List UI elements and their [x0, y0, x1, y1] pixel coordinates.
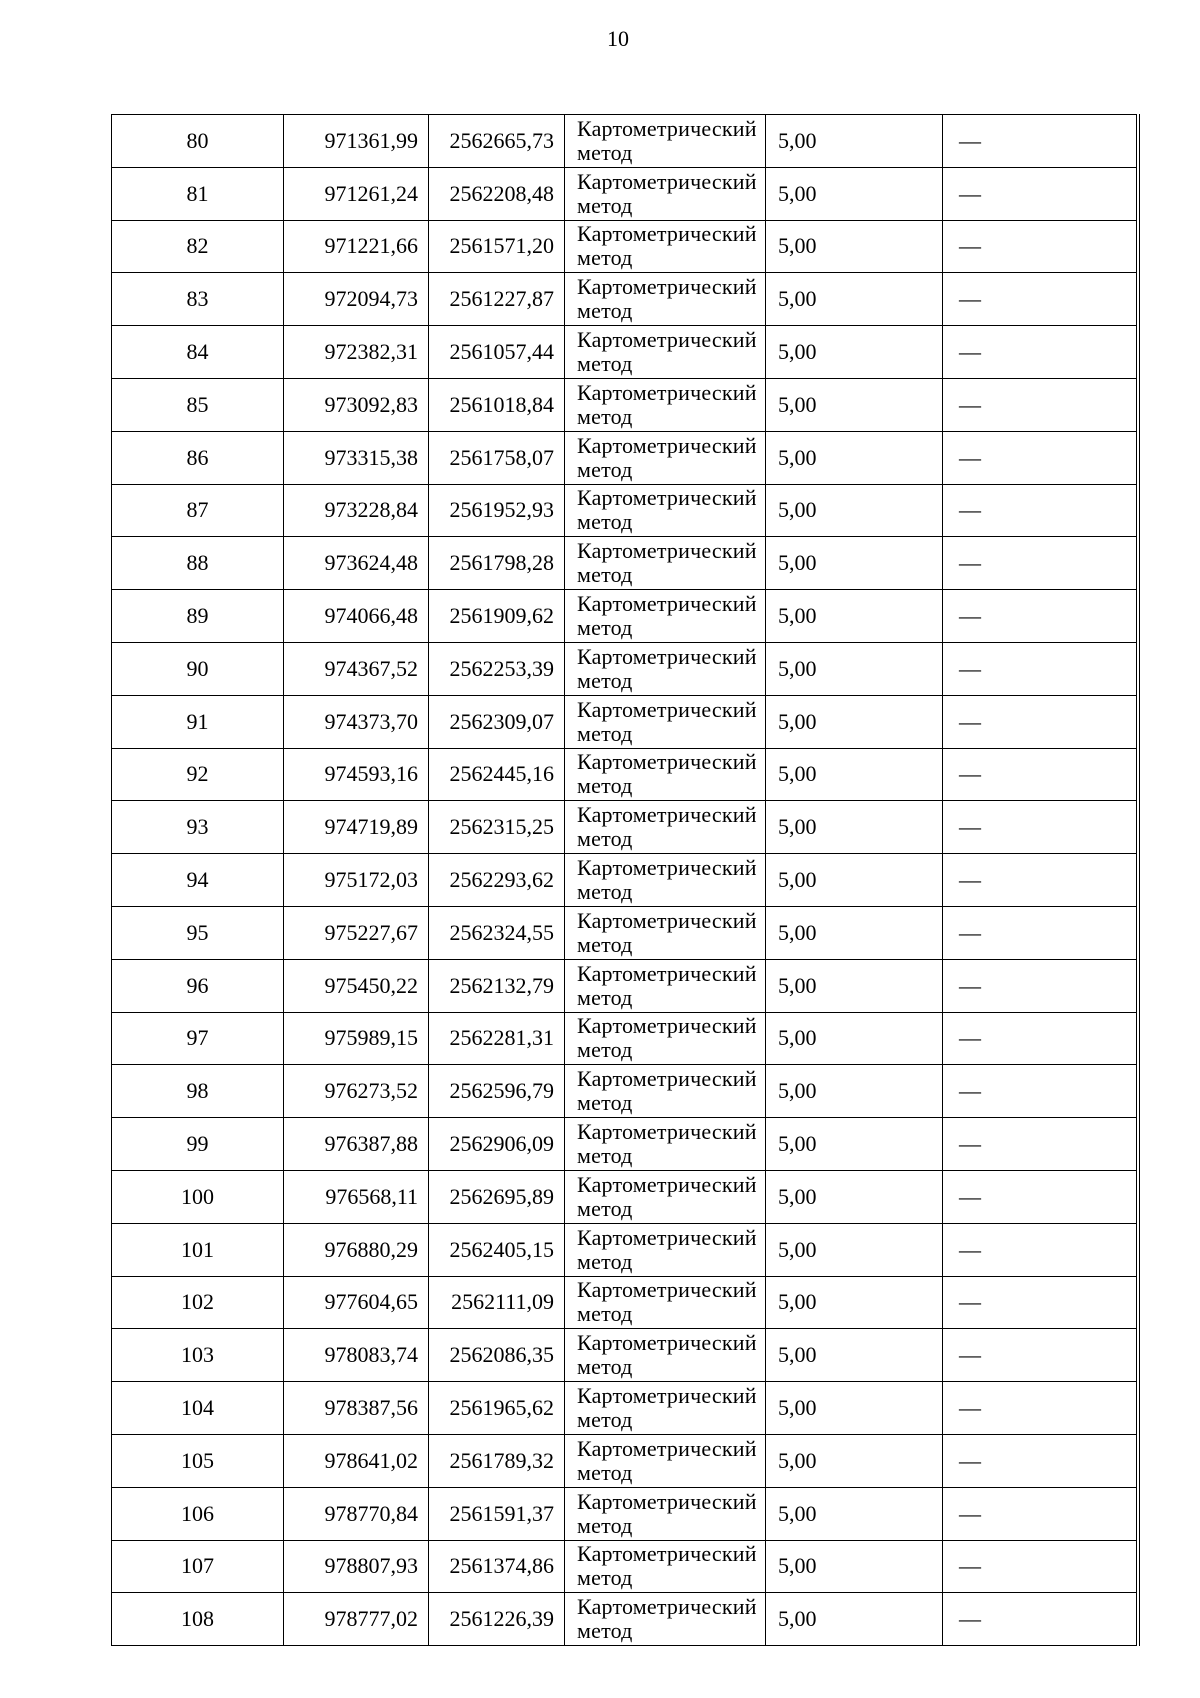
- method-cell: Картометрический метод: [565, 431, 766, 484]
- method-cell: Картометрический метод: [565, 1329, 766, 1382]
- table-row: [112, 1012, 1139, 1065]
- method-cell: Картометрический метод: [565, 1487, 766, 1540]
- y-coordinate-cell: 2561226,39: [429, 1593, 565, 1646]
- y-coordinate-cell: 2561571,20: [429, 220, 565, 273]
- accuracy-cell: 5,00: [766, 748, 943, 801]
- accuracy-cell: 5,00: [766, 1118, 943, 1171]
- description-cell: —: [943, 1434, 1139, 1487]
- y-coordinate-cell: 2561789,32: [429, 1434, 565, 1487]
- x-coordinate-cell: 971261,24: [284, 167, 429, 220]
- x-coordinate-cell: 971361,99: [284, 115, 429, 168]
- table-row: [112, 1276, 1139, 1329]
- description-cell: —: [943, 695, 1139, 748]
- description-cell: —: [943, 1118, 1139, 1171]
- point-number-cell: 106: [112, 1487, 284, 1540]
- table-row: [112, 484, 1139, 537]
- method-cell: Картометрический метод: [565, 115, 766, 168]
- point-number-cell: 99: [112, 1118, 284, 1171]
- method-cell: Картометрический метод: [565, 1540, 766, 1593]
- point-number-cell: 98: [112, 1065, 284, 1118]
- y-coordinate-cell: 2562324,55: [429, 906, 565, 959]
- point-number-cell: 83: [112, 273, 284, 326]
- description-cell: —: [943, 1012, 1139, 1065]
- table-row: [112, 1329, 1139, 1382]
- y-coordinate-cell: 2562253,39: [429, 642, 565, 695]
- accuracy-cell: 5,00: [766, 1487, 943, 1540]
- method-cell: Картометрический метод: [565, 537, 766, 590]
- table-row: [112, 326, 1139, 379]
- point-number-cell: 88: [112, 537, 284, 590]
- y-coordinate-cell: 2561374,86: [429, 1540, 565, 1593]
- y-coordinate-cell: 2562315,25: [429, 801, 565, 854]
- point-number-cell: 102: [112, 1276, 284, 1329]
- table-row: [112, 959, 1139, 1012]
- description-cell: —: [943, 431, 1139, 484]
- x-coordinate-cell: 974066,48: [284, 590, 429, 643]
- table-row: [112, 642, 1139, 695]
- accuracy-cell: 5,00: [766, 220, 943, 273]
- method-cell: Картометрический метод: [565, 854, 766, 907]
- description-cell: —: [943, 484, 1139, 537]
- accuracy-cell: 5,00: [766, 115, 943, 168]
- y-coordinate-cell: 2562111,09: [429, 1276, 565, 1329]
- point-number-cell: 92: [112, 748, 284, 801]
- method-cell: Картометрический метод: [565, 1223, 766, 1276]
- accuracy-cell: 5,00: [766, 378, 943, 431]
- accuracy-cell: 5,00: [766, 1382, 943, 1435]
- y-coordinate-cell: 2561758,07: [429, 431, 565, 484]
- description-cell: —: [943, 854, 1139, 907]
- method-cell: Картометрический метод: [565, 220, 766, 273]
- accuracy-cell: 5,00: [766, 1065, 943, 1118]
- table-row: [112, 431, 1139, 484]
- description-cell: —: [943, 326, 1139, 379]
- table-row: [112, 1434, 1139, 1487]
- y-coordinate-cell: 2561591,37: [429, 1487, 565, 1540]
- table-row: [112, 1065, 1139, 1118]
- description-cell: —: [943, 801, 1139, 854]
- x-coordinate-cell: 973315,38: [284, 431, 429, 484]
- point-number-cell: 85: [112, 378, 284, 431]
- x-coordinate-cell: 972094,73: [284, 273, 429, 326]
- table-row: [112, 854, 1139, 907]
- page-number: 10: [607, 26, 629, 51]
- x-coordinate-cell: 978807,93: [284, 1540, 429, 1593]
- accuracy-cell: 5,00: [766, 326, 943, 379]
- table-row: [112, 167, 1139, 220]
- y-coordinate-cell: 2562596,79: [429, 1065, 565, 1118]
- table-row: [112, 115, 1139, 168]
- method-cell: Картометрический метод: [565, 273, 766, 326]
- point-number-cell: 108: [112, 1593, 284, 1646]
- x-coordinate-cell: 976273,52: [284, 1065, 429, 1118]
- accuracy-cell: 5,00: [766, 1434, 943, 1487]
- x-coordinate-cell: 976387,88: [284, 1118, 429, 1171]
- accuracy-cell: 5,00: [766, 854, 943, 907]
- description-cell: —: [943, 642, 1139, 695]
- y-coordinate-cell: 2562695,89: [429, 1170, 565, 1223]
- coordinates-table: [111, 114, 1140, 1646]
- x-coordinate-cell: 971221,66: [284, 220, 429, 273]
- table-body: [112, 115, 1139, 1646]
- point-number-cell: 101: [112, 1223, 284, 1276]
- y-coordinate-cell: 2562281,31: [429, 1012, 565, 1065]
- y-coordinate-cell: 2562208,48: [429, 167, 565, 220]
- table-row: [112, 378, 1139, 431]
- table-row: [112, 273, 1139, 326]
- x-coordinate-cell: 973228,84: [284, 484, 429, 537]
- y-coordinate-cell: 2561057,44: [429, 326, 565, 379]
- method-cell: Картометрический метод: [565, 1170, 766, 1223]
- method-cell: Картометрический метод: [565, 1276, 766, 1329]
- method-cell: Картометрический метод: [565, 748, 766, 801]
- accuracy-cell: 5,00: [766, 959, 943, 1012]
- x-coordinate-cell: 974373,70: [284, 695, 429, 748]
- method-cell: Картометрический метод: [565, 906, 766, 959]
- point-number-cell: 84: [112, 326, 284, 379]
- y-coordinate-cell: 2561798,28: [429, 537, 565, 590]
- table-row: [112, 1118, 1139, 1171]
- y-coordinate-cell: 2562445,16: [429, 748, 565, 801]
- method-cell: Картометрический метод: [565, 1065, 766, 1118]
- x-coordinate-cell: 974719,89: [284, 801, 429, 854]
- x-coordinate-cell: 973092,83: [284, 378, 429, 431]
- description-cell: —: [943, 1540, 1139, 1593]
- y-coordinate-cell: 2561952,93: [429, 484, 565, 537]
- point-number-cell: 100: [112, 1170, 284, 1223]
- method-cell: Картометрический метод: [565, 801, 766, 854]
- point-number-cell: 82: [112, 220, 284, 273]
- method-cell: Картометрический метод: [565, 1382, 766, 1435]
- method-cell: Картометрический метод: [565, 590, 766, 643]
- description-cell: —: [943, 167, 1139, 220]
- table-row: [112, 695, 1139, 748]
- description-cell: —: [943, 959, 1139, 1012]
- table-row: [112, 537, 1139, 590]
- x-coordinate-cell: 978777,02: [284, 1593, 429, 1646]
- x-coordinate-cell: 978387,56: [284, 1382, 429, 1435]
- accuracy-cell: 5,00: [766, 695, 943, 748]
- point-number-cell: 91: [112, 695, 284, 748]
- accuracy-cell: 5,00: [766, 590, 943, 643]
- accuracy-cell: 5,00: [766, 431, 943, 484]
- x-coordinate-cell: 973624,48: [284, 537, 429, 590]
- method-cell: Картометрический метод: [565, 695, 766, 748]
- x-coordinate-cell: 978641,02: [284, 1434, 429, 1487]
- y-coordinate-cell: 2562405,15: [429, 1223, 565, 1276]
- accuracy-cell: 5,00: [766, 642, 943, 695]
- description-cell: —: [943, 1329, 1139, 1382]
- accuracy-cell: 5,00: [766, 273, 943, 326]
- x-coordinate-cell: 978083,74: [284, 1329, 429, 1382]
- accuracy-cell: 5,00: [766, 801, 943, 854]
- description-cell: —: [943, 273, 1139, 326]
- table-row: [112, 906, 1139, 959]
- accuracy-cell: 5,00: [766, 537, 943, 590]
- description-cell: —: [943, 1487, 1139, 1540]
- description-cell: —: [943, 1170, 1139, 1223]
- y-coordinate-cell: 2561965,62: [429, 1382, 565, 1435]
- point-number-cell: 90: [112, 642, 284, 695]
- accuracy-cell: 5,00: [766, 1540, 943, 1593]
- point-number-cell: 80: [112, 115, 284, 168]
- y-coordinate-cell: 2562309,07: [429, 695, 565, 748]
- x-coordinate-cell: 974593,16: [284, 748, 429, 801]
- description-cell: —: [943, 537, 1139, 590]
- description-cell: —: [943, 378, 1139, 431]
- table-row: [112, 748, 1139, 801]
- x-coordinate-cell: 976568,11: [284, 1170, 429, 1223]
- method-cell: Картометрический метод: [565, 959, 766, 1012]
- description-cell: —: [943, 1276, 1139, 1329]
- table-row: [112, 1223, 1139, 1276]
- y-coordinate-cell: 2562906,09: [429, 1118, 565, 1171]
- method-cell: Картометрический метод: [565, 1593, 766, 1646]
- method-cell: Картометрический метод: [565, 326, 766, 379]
- table-row: [112, 801, 1139, 854]
- point-number-cell: 86: [112, 431, 284, 484]
- description-cell: —: [943, 115, 1139, 168]
- y-coordinate-cell: 2561227,87: [429, 273, 565, 326]
- x-coordinate-cell: 974367,52: [284, 642, 429, 695]
- y-coordinate-cell: 2561018,84: [429, 378, 565, 431]
- accuracy-cell: 5,00: [766, 1593, 943, 1646]
- y-coordinate-cell: 2562086,35: [429, 1329, 565, 1382]
- point-number-cell: 105: [112, 1434, 284, 1487]
- method-cell: Картометрический метод: [565, 378, 766, 431]
- point-number-cell: 93: [112, 801, 284, 854]
- description-cell: —: [943, 1065, 1139, 1118]
- table-row: [112, 1540, 1139, 1593]
- point-number-cell: 107: [112, 1540, 284, 1593]
- x-coordinate-cell: 972382,31: [284, 326, 429, 379]
- table-row: [112, 220, 1139, 273]
- point-number-cell: 81: [112, 167, 284, 220]
- description-cell: —: [943, 1223, 1139, 1276]
- method-cell: Картометрический метод: [565, 167, 766, 220]
- table-row: [112, 1487, 1139, 1540]
- x-coordinate-cell: 975989,15: [284, 1012, 429, 1065]
- point-number-cell: 94: [112, 854, 284, 907]
- description-cell: —: [943, 906, 1139, 959]
- description-cell: —: [943, 220, 1139, 273]
- accuracy-cell: 5,00: [766, 1170, 943, 1223]
- description-cell: —: [943, 590, 1139, 643]
- accuracy-cell: 5,00: [766, 906, 943, 959]
- accuracy-cell: 5,00: [766, 1276, 943, 1329]
- x-coordinate-cell: 976880,29: [284, 1223, 429, 1276]
- method-cell: Картометрический метод: [565, 1118, 766, 1171]
- y-coordinate-cell: 2562293,62: [429, 854, 565, 907]
- x-coordinate-cell: 975172,03: [284, 854, 429, 907]
- x-coordinate-cell: 975227,67: [284, 906, 429, 959]
- point-number-cell: 103: [112, 1329, 284, 1382]
- description-cell: —: [943, 748, 1139, 801]
- table-row: [112, 1382, 1139, 1435]
- table-row: [112, 1170, 1139, 1223]
- point-number-cell: 87: [112, 484, 284, 537]
- description-cell: —: [943, 1382, 1139, 1435]
- point-number-cell: 89: [112, 590, 284, 643]
- y-coordinate-cell: 2562665,73: [429, 115, 565, 168]
- point-number-cell: 97: [112, 1012, 284, 1065]
- method-cell: Картометрический метод: [565, 1434, 766, 1487]
- method-cell: Картометрический метод: [565, 1012, 766, 1065]
- accuracy-cell: 5,00: [766, 167, 943, 220]
- y-coordinate-cell: 2561909,62: [429, 590, 565, 643]
- x-coordinate-cell: 975450,22: [284, 959, 429, 1012]
- table-row: [112, 590, 1139, 643]
- method-cell: Картометрический метод: [565, 484, 766, 537]
- x-coordinate-cell: 977604,65: [284, 1276, 429, 1329]
- description-cell: —: [943, 1593, 1139, 1646]
- accuracy-cell: 5,00: [766, 484, 943, 537]
- accuracy-cell: 5,00: [766, 1329, 943, 1382]
- table-row: [112, 1593, 1139, 1646]
- y-coordinate-cell: 2562132,79: [429, 959, 565, 1012]
- x-coordinate-cell: 978770,84: [284, 1487, 429, 1540]
- point-number-cell: 96: [112, 959, 284, 1012]
- point-number-cell: 95: [112, 906, 284, 959]
- accuracy-cell: 5,00: [766, 1012, 943, 1065]
- method-cell: Картометрический метод: [565, 642, 766, 695]
- accuracy-cell: 5,00: [766, 1223, 943, 1276]
- point-number-cell: 104: [112, 1382, 284, 1435]
